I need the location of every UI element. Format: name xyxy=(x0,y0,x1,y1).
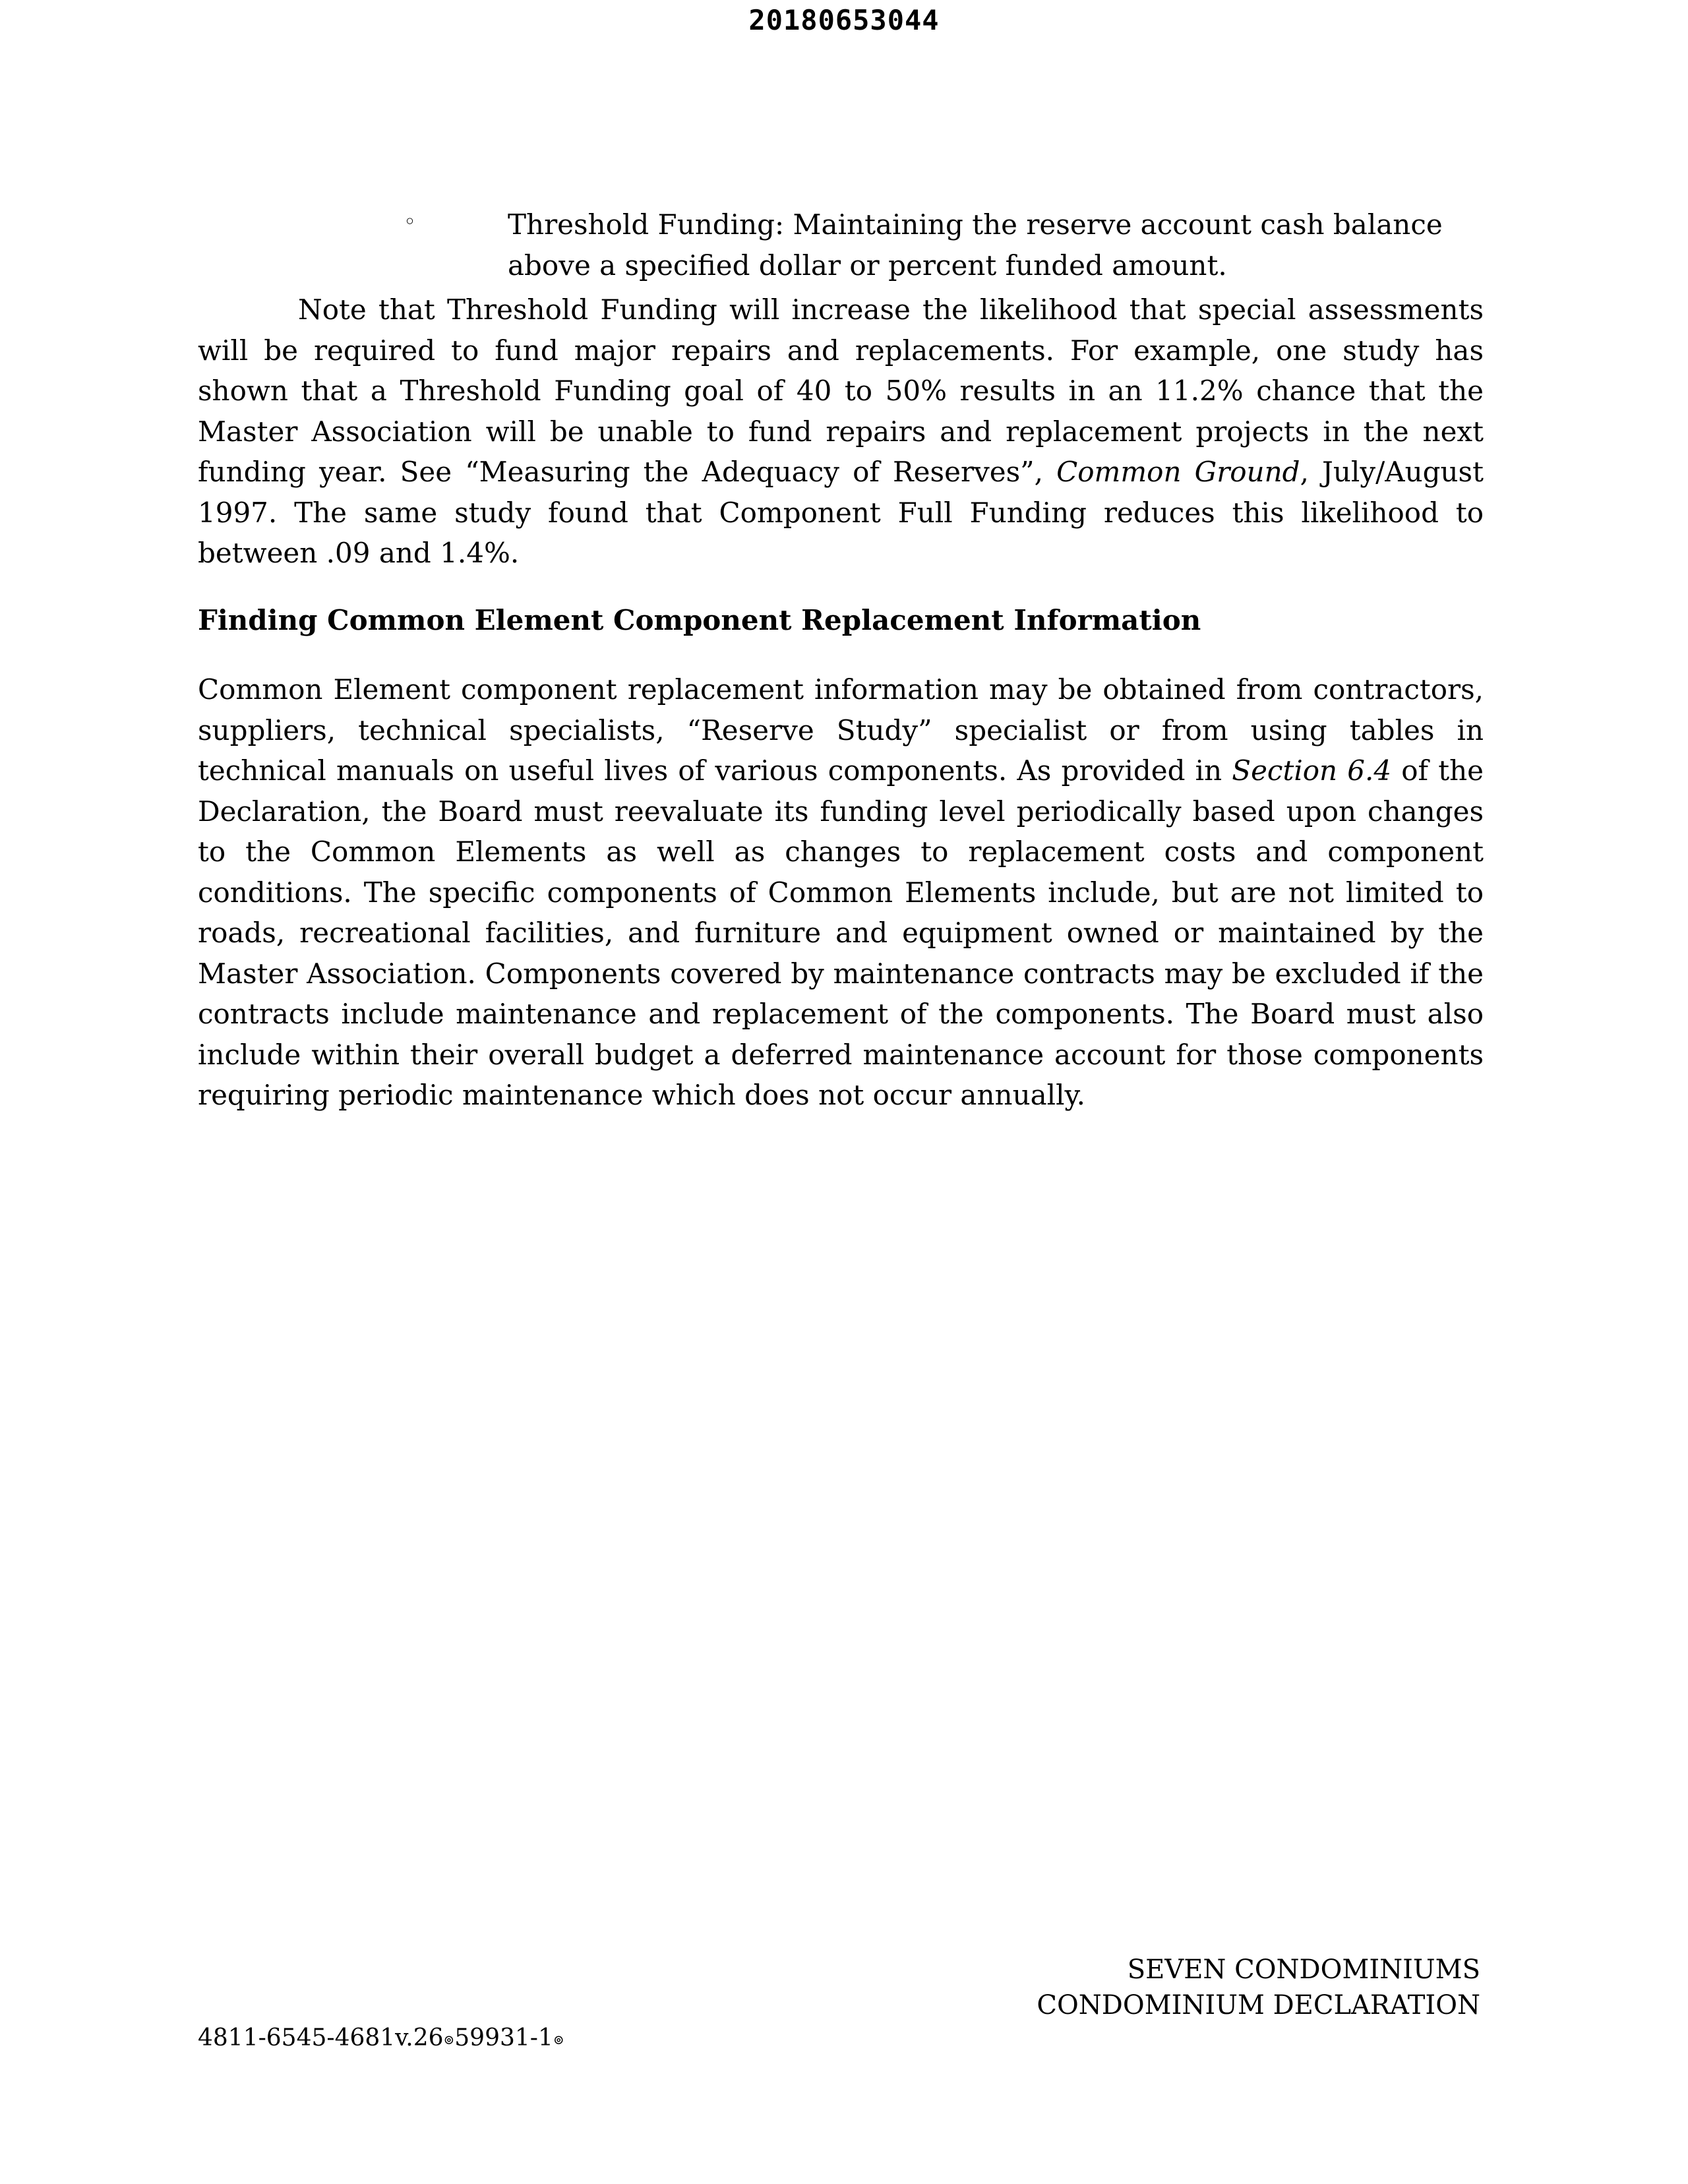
bullet-text: Threshold Funding: Maintaining the reserve account cash balance above a specified dollar or percent funded amount. xyxy=(508,208,1443,282)
doc-id-a: 4811-6545-4681v.26 xyxy=(198,2024,444,2051)
note-text-2: , July/August 1997. The same study found that Component Full Funding reduces this likelihood to between .09 and 1.4%. xyxy=(198,456,1484,569)
threshold-funding-bullet xyxy=(198,204,1484,286)
doc-mark-icon: ⊚ xyxy=(553,2032,564,2048)
doc-id-b: 59931-1 xyxy=(454,2024,553,2051)
page-body xyxy=(198,204,1484,1116)
footer-line-1: SEVEN CONDOMINIUMS xyxy=(1127,1955,1480,1985)
document-stamp-number: 20180653044 xyxy=(748,4,940,36)
footer-line-2: CONDOMINIUM DECLARATION xyxy=(1037,1990,1480,2020)
note-paragraph xyxy=(198,289,1484,574)
note-text-1: Note that Threshold Funding will increase the likelihood that special assessments will be required to fund major repairs and replacements. For example, one study has shown that a Threshold Funding goal of 40 to 50% results in an 11.2% chance that the Master Association will be unable to fund repairs and replacement projects in the next funding year. See “Measuring the Adequacy of Reserves”, xyxy=(198,293,1484,488)
doc-mark-icon: ⊚ xyxy=(443,2032,455,2048)
footer-title xyxy=(1037,1952,1480,2023)
body-text-2: of the Declaration, the Board must reevaluate its funding level periodically based upon changes to the Common Elements as well as changes to replacement costs and component conditions. The specific components of Common Elements include, but are not limited to roads, recreational facilities, and furniture and equipment owned or maintained by the Master Association. Components covered by maintenance contracts may be excluded if the contracts include maintenance and replacement of the components. The Board must also include within their overall budget a deferred maintenance account for those components requiring periodic maintenance which does not occur annually. xyxy=(198,754,1484,1111)
body-paragraph xyxy=(198,669,1484,1116)
bullet-circle-icon: ◦ xyxy=(404,209,416,234)
note-italic-source: Common Ground xyxy=(1056,456,1300,488)
body-italic-section: Section 6.4 xyxy=(1232,754,1392,787)
section-heading: Finding Common Element Component Replacement Information xyxy=(198,603,1201,636)
footer-document-id xyxy=(198,2024,564,2051)
body-text-1: Common Element component replacement information may be obtained from contractors, suppliers, technical specialists, “Reserve Study” specialist or from using tables in technical manuals on useful lives of various components. As provided in xyxy=(198,673,1484,787)
